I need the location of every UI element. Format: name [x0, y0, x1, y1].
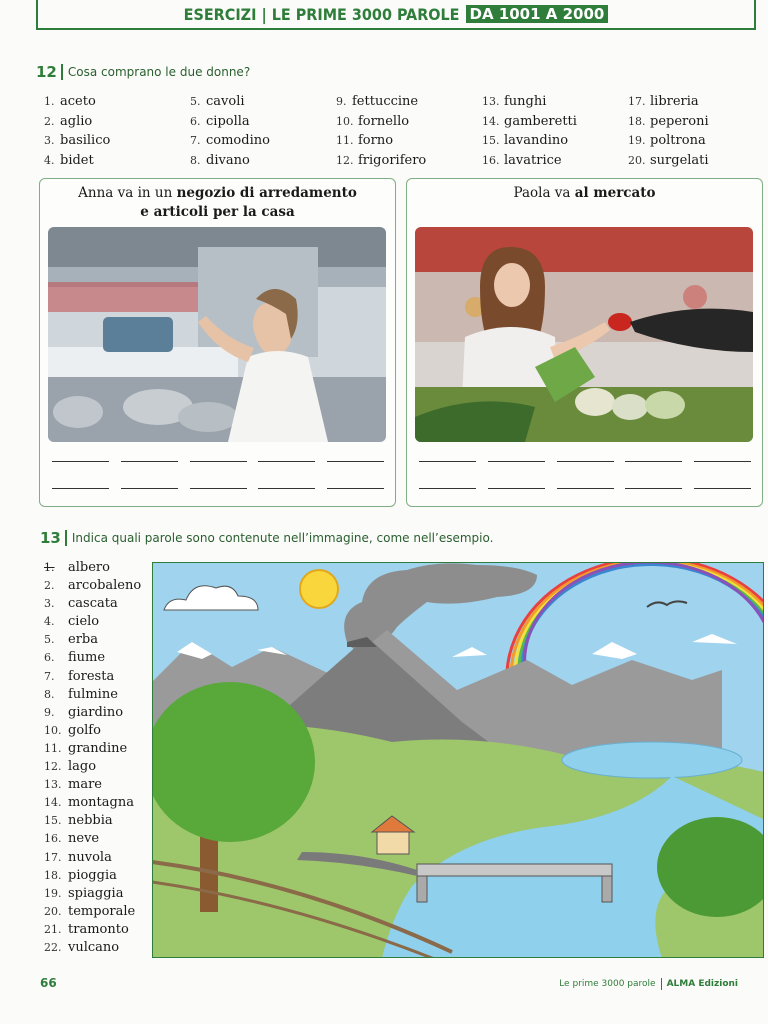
list-item[interactable]: 2. arcobaleno	[44, 578, 142, 594]
list-item[interactable]: 15. nebbia	[44, 813, 113, 829]
answer-line[interactable]	[327, 447, 384, 462]
page-header	[36, 0, 756, 30]
list-item: 18. peperoni	[628, 113, 709, 129]
list-item[interactable]: 6. fiume	[44, 650, 106, 666]
answer-line[interactable]	[52, 474, 109, 489]
photo-home-store	[48, 227, 386, 442]
answer-line[interactable]	[190, 474, 247, 489]
answer-line[interactable]	[625, 474, 682, 489]
list-item[interactable]: 13. mare	[44, 777, 102, 793]
list-item[interactable]: 14. montagna	[44, 795, 134, 811]
answer-line[interactable]	[694, 474, 751, 489]
landscape-illustration	[152, 562, 764, 958]
list-item: 12. frigorifero	[336, 152, 427, 168]
list-item[interactable]: 4. cielo	[44, 614, 100, 630]
exercise-12-title	[36, 63, 250, 81]
list-item[interactable]: 22. vulcano	[44, 939, 120, 955]
list-item[interactable]: 18. pioggia	[44, 867, 117, 883]
answer-line[interactable]	[488, 474, 545, 489]
list-item: 1. aceto	[44, 94, 96, 109]
list-item[interactable]: 11. grandine	[44, 740, 128, 756]
footer-credit: Le prime 3000 parole ALMA Edizioni	[559, 979, 738, 989]
list-item: 11. forno	[336, 133, 394, 148]
answer-line[interactable]	[557, 447, 614, 462]
exercise-13-title	[40, 529, 493, 547]
answer-line[interactable]	[419, 474, 476, 489]
list-item[interactable]: 5. erba	[44, 632, 98, 648]
list-item[interactable]: 21. tramonto	[44, 921, 129, 937]
answer-line[interactable]	[121, 474, 178, 489]
header-badge: DA 1001 A 2000	[466, 5, 609, 23]
list-item: 9. fettuccine	[336, 94, 419, 109]
answer-line[interactable]	[327, 474, 384, 489]
panel-caption: Anna va in un negozio di arredamento e articoli per la casa	[78, 185, 357, 220]
list-item[interactable]: 1. albero	[44, 560, 110, 575]
list-item[interactable]: 12. lago	[44, 759, 97, 775]
list-item: 8. divano	[190, 152, 250, 168]
answer-line[interactable]	[694, 447, 751, 462]
page-number: 66	[40, 976, 57, 990]
word-list-13	[44, 560, 141, 958]
list-item: 5. cavoli	[190, 94, 245, 109]
list-item: 7. comodino	[190, 133, 270, 148]
panel-paola	[406, 178, 763, 507]
exercise-instruction: Indica quali parole sono contenute nell’immagine, come nell’esempio.	[71, 531, 494, 545]
answer-line[interactable]	[419, 447, 476, 462]
list-item: 2. aglio	[44, 113, 93, 129]
list-item: 16. lavatrice	[482, 152, 562, 168]
panel-caption: Paola va al mercato	[513, 185, 656, 201]
list-item: 13. funghi	[482, 94, 547, 109]
list-item[interactable]: 9. giardino	[44, 704, 124, 720]
list-item: 19. poltrona	[628, 133, 706, 148]
list-item: 20. surgelati	[628, 152, 709, 168]
list-item[interactable]: 10. golfo	[44, 722, 101, 738]
answer-line[interactable]	[625, 447, 682, 462]
list-item: 15. lavandino	[482, 133, 569, 148]
list-item: 17. libreria	[628, 94, 699, 109]
list-item: 10. fornello	[336, 113, 410, 129]
list-item: 14. gamberetti	[482, 113, 577, 129]
word-list-12	[44, 94, 744, 172]
list-item[interactable]: 8. fulmine	[44, 686, 118, 702]
exercise-number: 13	[40, 529, 61, 547]
answer-line[interactable]	[52, 447, 109, 462]
answer-line[interactable]	[258, 474, 315, 489]
answer-lines	[419, 447, 751, 501]
panel-anna	[39, 178, 396, 507]
list-item[interactable]: 17. nuvola	[44, 849, 112, 865]
answer-line[interactable]	[190, 447, 247, 462]
list-item: 4. bidet	[44, 152, 94, 168]
answer-lines	[52, 447, 384, 501]
answer-line[interactable]	[488, 447, 545, 462]
list-item[interactable]: 19. spiaggia	[44, 885, 124, 901]
exercise-number: 12	[36, 63, 57, 81]
list-item: 6. cipolla	[190, 113, 250, 129]
answer-line[interactable]	[557, 474, 614, 489]
answer-line[interactable]	[121, 447, 178, 462]
list-item[interactable]: 16. neve	[44, 831, 100, 847]
photo-market	[415, 227, 753, 442]
list-item: 3. basilico	[44, 133, 111, 148]
list-item[interactable]: 20. temporale	[44, 903, 136, 919]
answer-line[interactable]	[258, 447, 315, 462]
list-item[interactable]: 7. foresta	[44, 668, 115, 684]
list-item[interactable]: 3. cascata	[44, 596, 118, 612]
header-title: ESERCIZI | LE PRIME 3000 PAROLE	[183, 4, 460, 24]
exercise-instruction: Cosa comprano le due donne?	[67, 65, 251, 79]
